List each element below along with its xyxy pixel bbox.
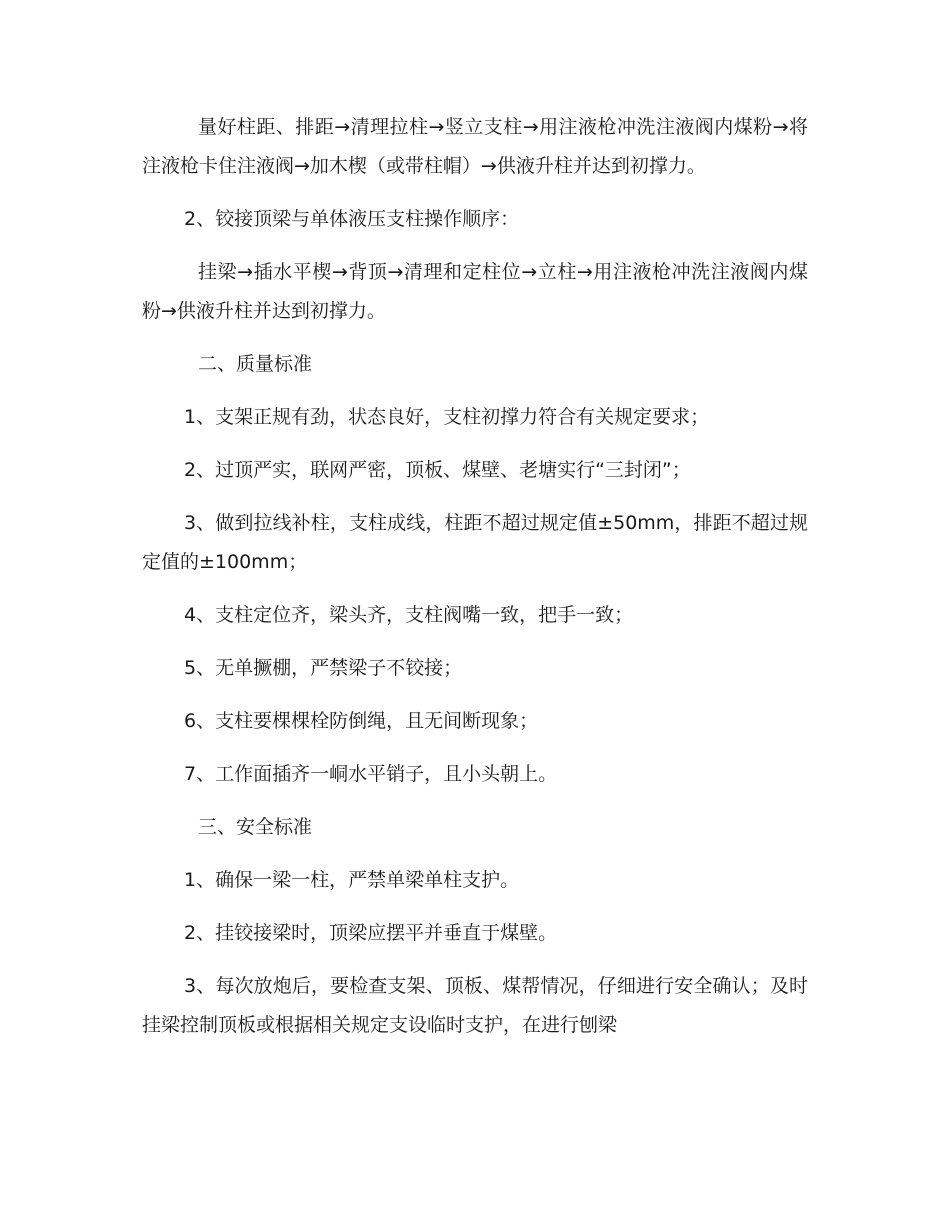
hinged-beam-steps-paragraph: 挂梁→插水平楔→背顶→清理和定柱位→立柱→用注液枪冲洗注液阀内煤粉→供液升柱并达到初撑力。 [142,261,808,322]
quality-standards-heading: 二、质量标准 [198,353,313,375]
document-body [142,108,808,1045]
quality-item-1: 1、支架正规有劲，状态良好，支柱初撑力符合有关规定要求； [184,406,710,428]
quality-item-7: 7、工作面插齐一峒水平销子，且小头朝上。 [184,763,558,785]
quality-item-6: 6、支柱要棵棵栓防倒绳，且无间断现象； [184,710,539,732]
quality-item-2: 2、过顶严实，联网严密，顶板、煤壁、老塘实行“三封闭”； [184,459,691,481]
safety-item-1: 1、确保一梁一柱，严禁单梁单柱支护。 [184,869,520,891]
procedure-steps-paragraph: 量好柱距、排距→清理拉柱→竖立支柱→用注液枪冲洗注液阀内煤粉→将注液枪卡住注液阀→加木楔（或带柱帽）→供液升柱并达到初撑力。 [142,116,808,177]
hinged-beam-procedure-heading: 2、铰接顶梁与单体液压支柱操作顺序： [184,208,520,230]
quality-item-4: 4、支柱定位齐，梁头齐，支柱阀嘴一致，把手一致； [184,604,634,626]
quality-item-3: 3、做到拉线补柱，支柱成线，柱距不超过规定值±50mm，排距不超过规定值的±100mm； [142,512,808,573]
quality-item-5: 5、无单撅棚，严禁梁子不铰接； [184,657,463,679]
safety-standards-heading: 三、安全标准 [198,816,313,838]
safety-item-3: 3、每次放炮后，要检查支架、顶板、煤帮情况，仔细进行安全确认；及时挂梁控制顶板或根据相关规定支设临时支护，在进行刨梁 [142,975,808,1036]
safety-item-2: 2、挂铰接梁时，顶梁应摆平并垂直于煤壁。 [184,922,558,944]
